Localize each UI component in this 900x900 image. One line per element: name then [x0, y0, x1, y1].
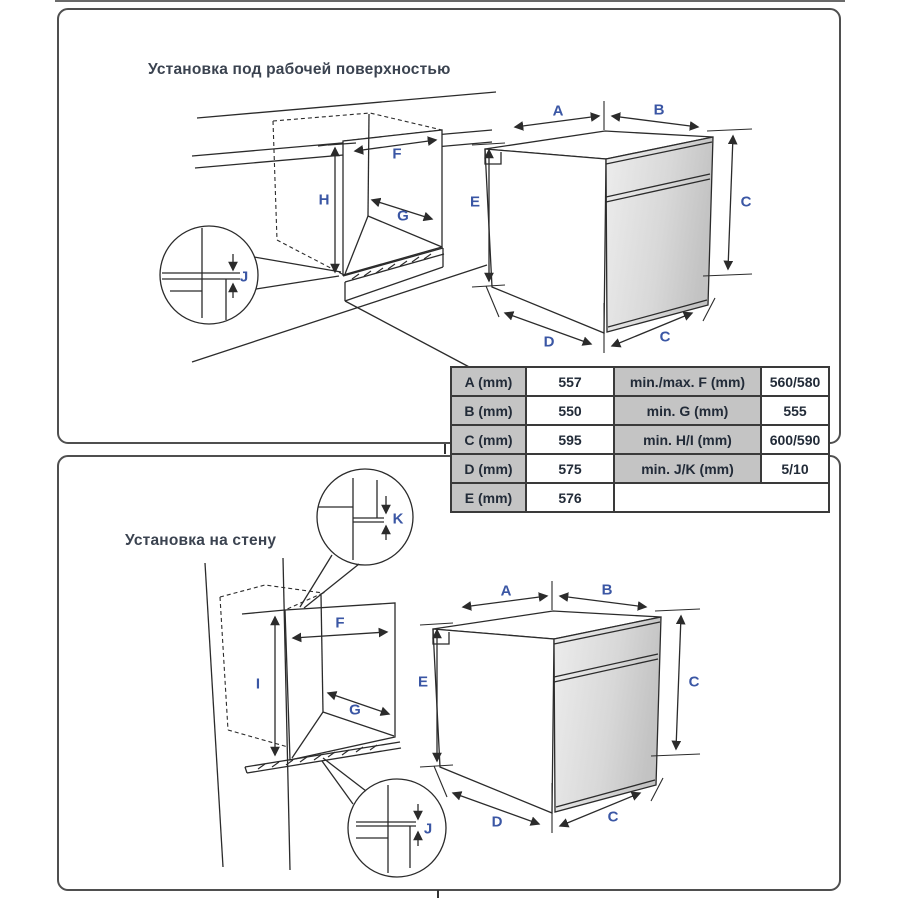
- dim-value: 600/590: [761, 425, 829, 454]
- dim-label-f: F: [392, 145, 402, 163]
- dim-key: min. H/I (mm): [614, 425, 761, 454]
- dim-label-c: C: [688, 673, 700, 691]
- dim-key: min./max. F (mm): [614, 367, 761, 396]
- cabinet-niche: [242, 595, 395, 760]
- detail-circle-k: [300, 469, 413, 608]
- dim-key: B (mm): [451, 396, 526, 425]
- dim-label-d: D: [491, 813, 503, 831]
- dim-key: D (mm): [451, 454, 526, 483]
- dim-label-b: B: [601, 581, 613, 599]
- dim-label-a: A: [552, 102, 564, 120]
- dim-value: 575: [526, 454, 614, 483]
- oven-drawing: [408, 565, 708, 845]
- detail-circle-j: [160, 226, 341, 324]
- table-row: [451, 483, 829, 512]
- dim-key: A (mm): [451, 367, 526, 396]
- table-row: [451, 425, 829, 454]
- under-counter-cabinet-diagram: [140, 88, 500, 378]
- cabinet-niche: [318, 114, 442, 275]
- dim-label-c: C: [659, 328, 671, 346]
- detail-pointer: [254, 257, 341, 289]
- table-row: [451, 454, 829, 483]
- dim-value: 550: [526, 396, 614, 425]
- section-title-under-counter: Установка под рабочей поверхностью: [148, 61, 451, 78]
- table-row: [451, 396, 829, 425]
- oven-drawing: [460, 85, 760, 365]
- tick-mark: [444, 444, 446, 454]
- dim-key: E (mm): [451, 483, 526, 512]
- dim-value: 595: [526, 425, 614, 454]
- dim-label-d: D: [543, 333, 555, 351]
- dim-label-g: G: [397, 207, 409, 225]
- dim-key: C (mm): [451, 425, 526, 454]
- tick-mark: [437, 890, 439, 898]
- dim-value: 557: [526, 367, 614, 396]
- top-edge-remnant-line: [55, 0, 845, 2]
- dim-label-f: F: [335, 614, 345, 632]
- oven-body: [433, 611, 661, 813]
- dim-label-j: J: [239, 268, 249, 286]
- dim-label-c: C: [740, 193, 752, 211]
- under-counter-cabinet-drawing: [140, 88, 500, 378]
- dim-label-b: B: [653, 101, 665, 119]
- oven-dimensions-diagram-bottom: [408, 565, 708, 845]
- dim-label-e: E: [469, 193, 481, 211]
- dim-label-e: E: [417, 673, 429, 691]
- section-title-wall: Установка на стену: [125, 532, 277, 549]
- dim-label-c: C: [607, 808, 619, 826]
- empty-cell: [614, 483, 829, 512]
- oven-body: [485, 131, 713, 333]
- dim-label-h: H: [318, 191, 330, 209]
- dim-key: min. G (mm): [614, 396, 761, 425]
- dim-label-j: J: [423, 820, 433, 838]
- dim-value: 576: [526, 483, 614, 512]
- dimensions-table: [450, 366, 830, 513]
- wall-lines: [205, 558, 290, 870]
- dim-label-g: G: [349, 701, 361, 719]
- dim-value: 560/580: [761, 367, 829, 396]
- dim-label-a: A: [500, 582, 512, 600]
- dim-label-k: K: [392, 510, 404, 528]
- table-row: [451, 367, 829, 396]
- dim-value: 555: [761, 396, 829, 425]
- oven-dimensions-diagram-top: [460, 85, 760, 365]
- dim-value: 5/10: [761, 454, 829, 483]
- dim-key: min. J/K (mm): [614, 454, 761, 483]
- dim-label-i: I: [255, 675, 261, 693]
